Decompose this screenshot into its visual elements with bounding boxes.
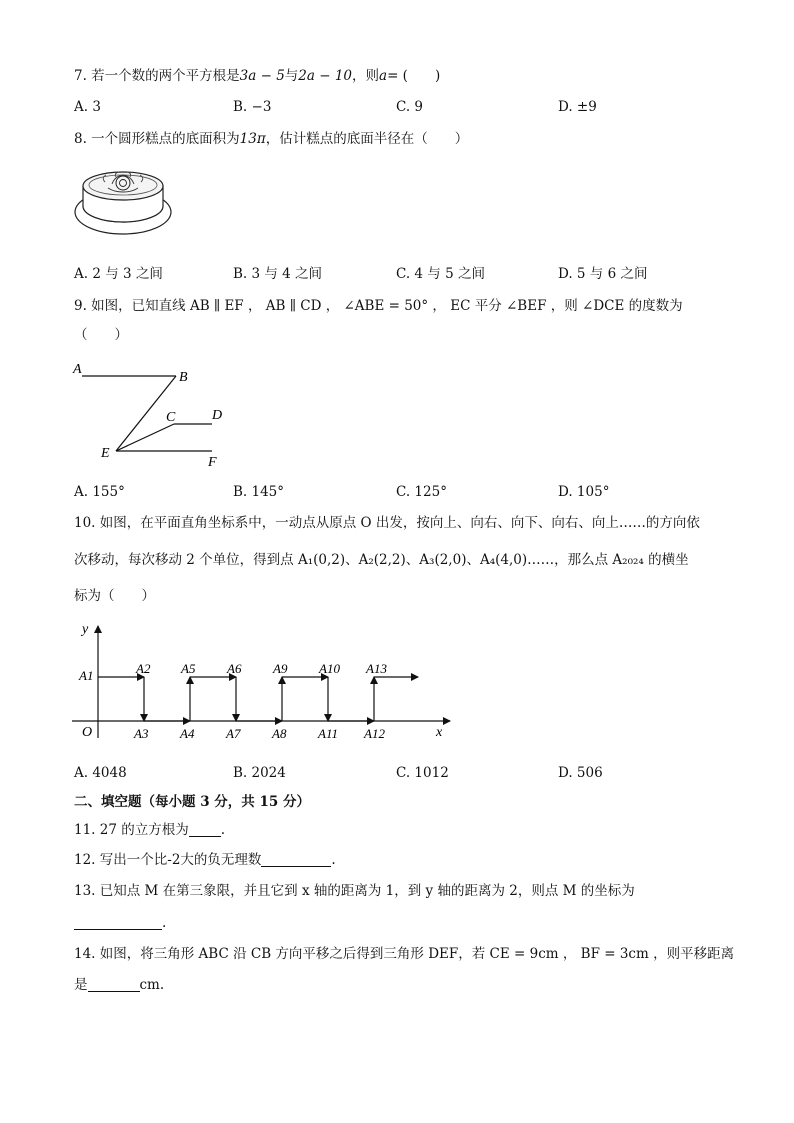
q7-suffix: ，则	[352, 68, 380, 84]
label-d: D	[212, 408, 223, 423]
q9-option-c: C. 125°	[396, 484, 447, 500]
q8-option-c: C. 4 与 5 之间	[396, 266, 485, 282]
q10-figure	[70, 618, 460, 748]
q13-line2	[74, 914, 166, 932]
q9-option-b: B. 145°	[233, 484, 285, 500]
q7-mid: 与	[284, 68, 299, 84]
q9-option-d: D. 105°	[558, 484, 610, 500]
origin-label: O	[82, 725, 93, 740]
q9-stem: 9. 如图，已知直线 AB ∥ EF ， AB ∥ CD ， ∠ABE = 50° ， EC 平分 ∠BEF ，则 ∠DCE 的度数为	[74, 298, 683, 314]
q8-option-b: B. 3 与 4 之间	[233, 266, 323, 282]
q9-paren: （ ）	[74, 327, 128, 343]
q14-prefix: 是	[74, 977, 88, 993]
label-a6: A6	[227, 661, 242, 676]
q10-line3: 标为（ ）	[74, 588, 155, 604]
label-a12: A12	[364, 726, 385, 741]
q10-option-b: B. 2024	[233, 765, 286, 781]
q10-option-d: D. 506	[558, 765, 603, 781]
axis-y-label: y	[82, 622, 89, 637]
q7-option-b: B. −3	[233, 99, 272, 115]
label-a1: A1	[79, 668, 94, 683]
q13-line1: 13. 已知点 M 在第三象限，并且它到 x 轴的距离为 1，到 y 轴的距离为 2，则点 M 的坐标为	[74, 883, 635, 899]
section-title: 二、填空题（每小题 3 分，共 15 分）	[74, 794, 310, 810]
q13-answer-blank[interactable]	[74, 915, 162, 930]
label-a5: A5	[181, 661, 196, 676]
cake-image	[72, 164, 174, 242]
q7-expr2: 2a − 10	[298, 68, 353, 84]
q7-end: = ( )	[387, 68, 441, 84]
q8-stem	[74, 130, 468, 148]
label-f: F	[208, 455, 217, 470]
q13-suffix: .	[162, 915, 167, 931]
q12-answer-blank[interactable]	[261, 852, 331, 867]
q12-suffix: .	[331, 852, 336, 868]
q14-suffix: cm.	[139, 977, 165, 993]
q7-option-d: D. ±9	[558, 99, 597, 115]
axis-x-label: x	[436, 725, 443, 740]
q8-prefix: 8. 一个圆形糕点的底面积为	[74, 131, 240, 147]
label-a10: A10	[319, 661, 340, 676]
q8-option-d: D. 5 与 6 之间	[558, 266, 648, 282]
q7-var: a	[379, 68, 388, 84]
q10-line1: 10. 如图，在平面直角坐标系中，一动点从原点 O 出发，按向上、向右、向下、向右、向上……的方向依	[74, 515, 700, 531]
q9-option-a: A. 155°	[74, 484, 125, 500]
q8-option-a: A. 2 与 3 之间	[74, 266, 163, 282]
q7-option-c: C. 9	[396, 99, 424, 115]
label-a7: A7	[226, 726, 241, 741]
label-a4: A4	[180, 726, 195, 741]
label-a3: A3	[134, 726, 149, 741]
q14-line1: 14. 如图，将三角形 ABC 沿 CB 方向平移之后得到三角形 DEF，若 CE = 9cm ， BF = 3cm ，则平移距离	[74, 946, 735, 962]
label-a8: A8	[272, 726, 287, 741]
q14-line2	[74, 976, 164, 994]
q9-figure	[70, 356, 230, 472]
label-e: E	[101, 446, 110, 461]
q12-prefix: 12. 写出一个比-2大的负无理数	[74, 852, 262, 868]
q11-prefix: 11. 27 的立方根为	[74, 822, 189, 838]
q8-suffix: ，估计糕点的底面半径在（ ）	[265, 131, 469, 147]
label-a2: A2	[136, 661, 151, 676]
line-ec	[116, 424, 174, 451]
label-a13: A13	[366, 661, 387, 676]
label-c: C	[166, 410, 176, 425]
q12	[74, 851, 336, 869]
q7-prefix: 7. 若一个数的两个平方根是	[74, 68, 240, 84]
label-a11: A11	[318, 726, 338, 741]
q10-option-a: A. 4048	[74, 765, 127, 781]
q7-stem	[74, 67, 440, 85]
q10-option-c: C. 1012	[396, 765, 449, 781]
label-b: B	[179, 370, 188, 385]
movement-path	[98, 677, 418, 721]
q8-value: 13π	[239, 131, 266, 147]
q11-answer-blank[interactable]	[189, 822, 221, 837]
q14-answer-blank[interactable]	[88, 977, 140, 992]
q7-expr1: 3a − 5	[239, 68, 285, 84]
q7-option-a: A. 3	[74, 99, 101, 115]
label-a9: A9	[273, 661, 288, 676]
q11-suffix: .	[220, 822, 226, 838]
label-a: A	[73, 362, 82, 377]
q11	[74, 821, 225, 839]
q10-line2: 次移动，每次移动 2 个单位，得到点 A₁(0,2)、A₂(2,2)、A₃(2,0)、A₄(4,0)……，那么点 A₂₀₂₄ 的横坐	[74, 552, 689, 568]
